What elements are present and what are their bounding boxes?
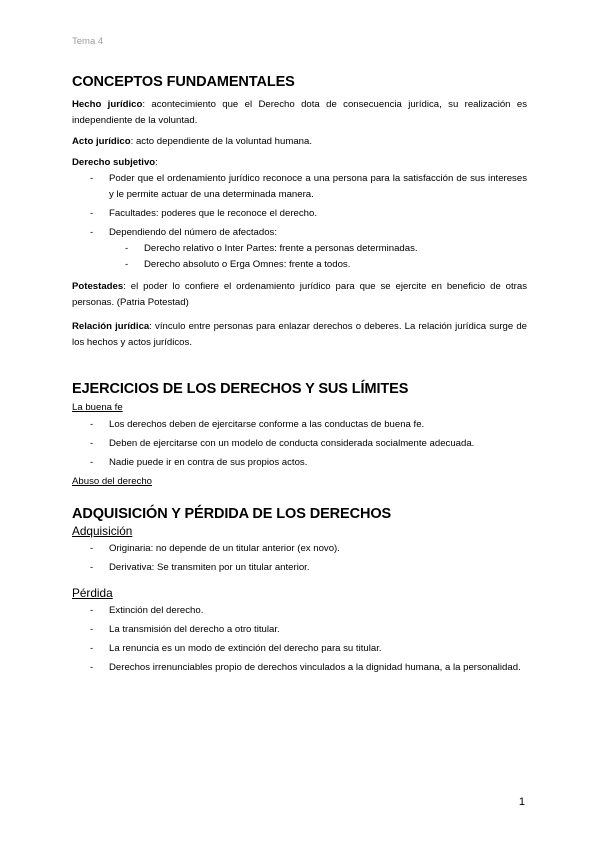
- list-item: - Extinción del derecho.: [72, 603, 527, 619]
- list-item: - Poder que el ordenamiento jurídico reconoce a una persona para la satisfacción de sus intereses y le permite actuar de una determinada manera.: [72, 171, 527, 203]
- section-title: ADQUISICIÓN Y PÉRDIDA DE LOS DERECHOS: [72, 506, 392, 522]
- list-item: - Los derechos deben de ejercitarse conforme a las conductas de buena fe.: [72, 417, 527, 433]
- nested-list-item: - Derecho relativo o Inter Partes: frente a personas determinadas.: [72, 241, 527, 257]
- term-label: Relación jurídica: [72, 321, 150, 332]
- list-item: - Originaria: no depende de un titular anterior (ex novo).: [72, 541, 527, 557]
- section-ejercicios: [72, 381, 527, 490]
- subheading-abuso-del-derecho: Abuso del derecho: [72, 476, 153, 487]
- paragraph-acto-juridico: [72, 134, 527, 150]
- list-item: - La renuncia es un modo de extinción del derecho para su titular.: [72, 641, 527, 657]
- term-definition: : acontecimiento que el Derecho dota de consecuencia jurídica, su realización es independiente de la voluntad.: [72, 99, 527, 126]
- paragraph-derecho-subjetivo: [72, 155, 527, 171]
- paragraph-hecho-juridico: [72, 97, 527, 129]
- term-definition: : acto dependiente de la voluntad humana.: [130, 136, 312, 147]
- subheading-adquisicion: Adquisición: [72, 524, 133, 538]
- buena-fe-list: [72, 417, 527, 471]
- term-label: Potestades: [72, 281, 124, 292]
- paragraph-relacion-juridica: [72, 319, 527, 351]
- term-suffix: :: [155, 157, 158, 168]
- list-item: - Deben de ejercitarse con un modelo de conducta considerada socialmente adecuada.: [72, 436, 527, 452]
- term-definition: : vínculo entre personas para enlazar derechos o deberes. La relación jurídica surge de los hechos y actos jurídicos.: [72, 321, 528, 348]
- page-number: 1: [518, 796, 525, 808]
- list-item: [72, 225, 527, 241]
- list-item: - La transmisión del derecho a otro titular.: [72, 622, 527, 638]
- list-item-text: Dependiendo del número de afectados:: [109, 227, 278, 238]
- section-title: CONCEPTOS FUNDAMENTALES: [72, 74, 295, 90]
- nested-list: [72, 241, 527, 273]
- list-item: - Facultades: poderes que le reconoce el derecho.: [72, 206, 527, 222]
- derecho-subjetivo-list: [72, 171, 527, 241]
- term-definition: : el poder lo confiere el ordenamiento jurídico para que se ejercite en beneficio de otras personas. (Patria Potestad): [72, 281, 527, 308]
- section-title: EJERCICIOS DE LOS DERECHOS Y SUS LÍMITES: [72, 381, 409, 397]
- subheading-perdida: Pérdida: [72, 586, 113, 600]
- list-item: - Derivativa: Se transmiten por un titular anterior.: [72, 560, 527, 576]
- section-adquisicion: [72, 506, 527, 676]
- term-label: Derecho subjetivo: [72, 157, 156, 168]
- page-header: Tema 4: [72, 36, 104, 47]
- term-label: Hecho jurídico: [72, 99, 143, 110]
- document-body: [72, 74, 527, 679]
- list-item: - Derechos irrenunciables propio de derechos vinculados a la dignidad humana, a la personalidad.: [72, 660, 527, 676]
- paragraph-potestades: [72, 279, 527, 311]
- nested-list-item: - Derecho absoluto o Erga Omnes: frente a todos.: [72, 257, 527, 273]
- section-conceptos: [72, 74, 527, 351]
- perdida-list: [72, 603, 527, 676]
- term-label: Acto jurídico: [72, 136, 131, 147]
- adquisicion-list: [72, 541, 527, 576]
- list-item: - Nadie puede ir en contra de sus propios actos.: [72, 455, 527, 471]
- subheading-buena-fe: La buena fe: [72, 402, 123, 413]
